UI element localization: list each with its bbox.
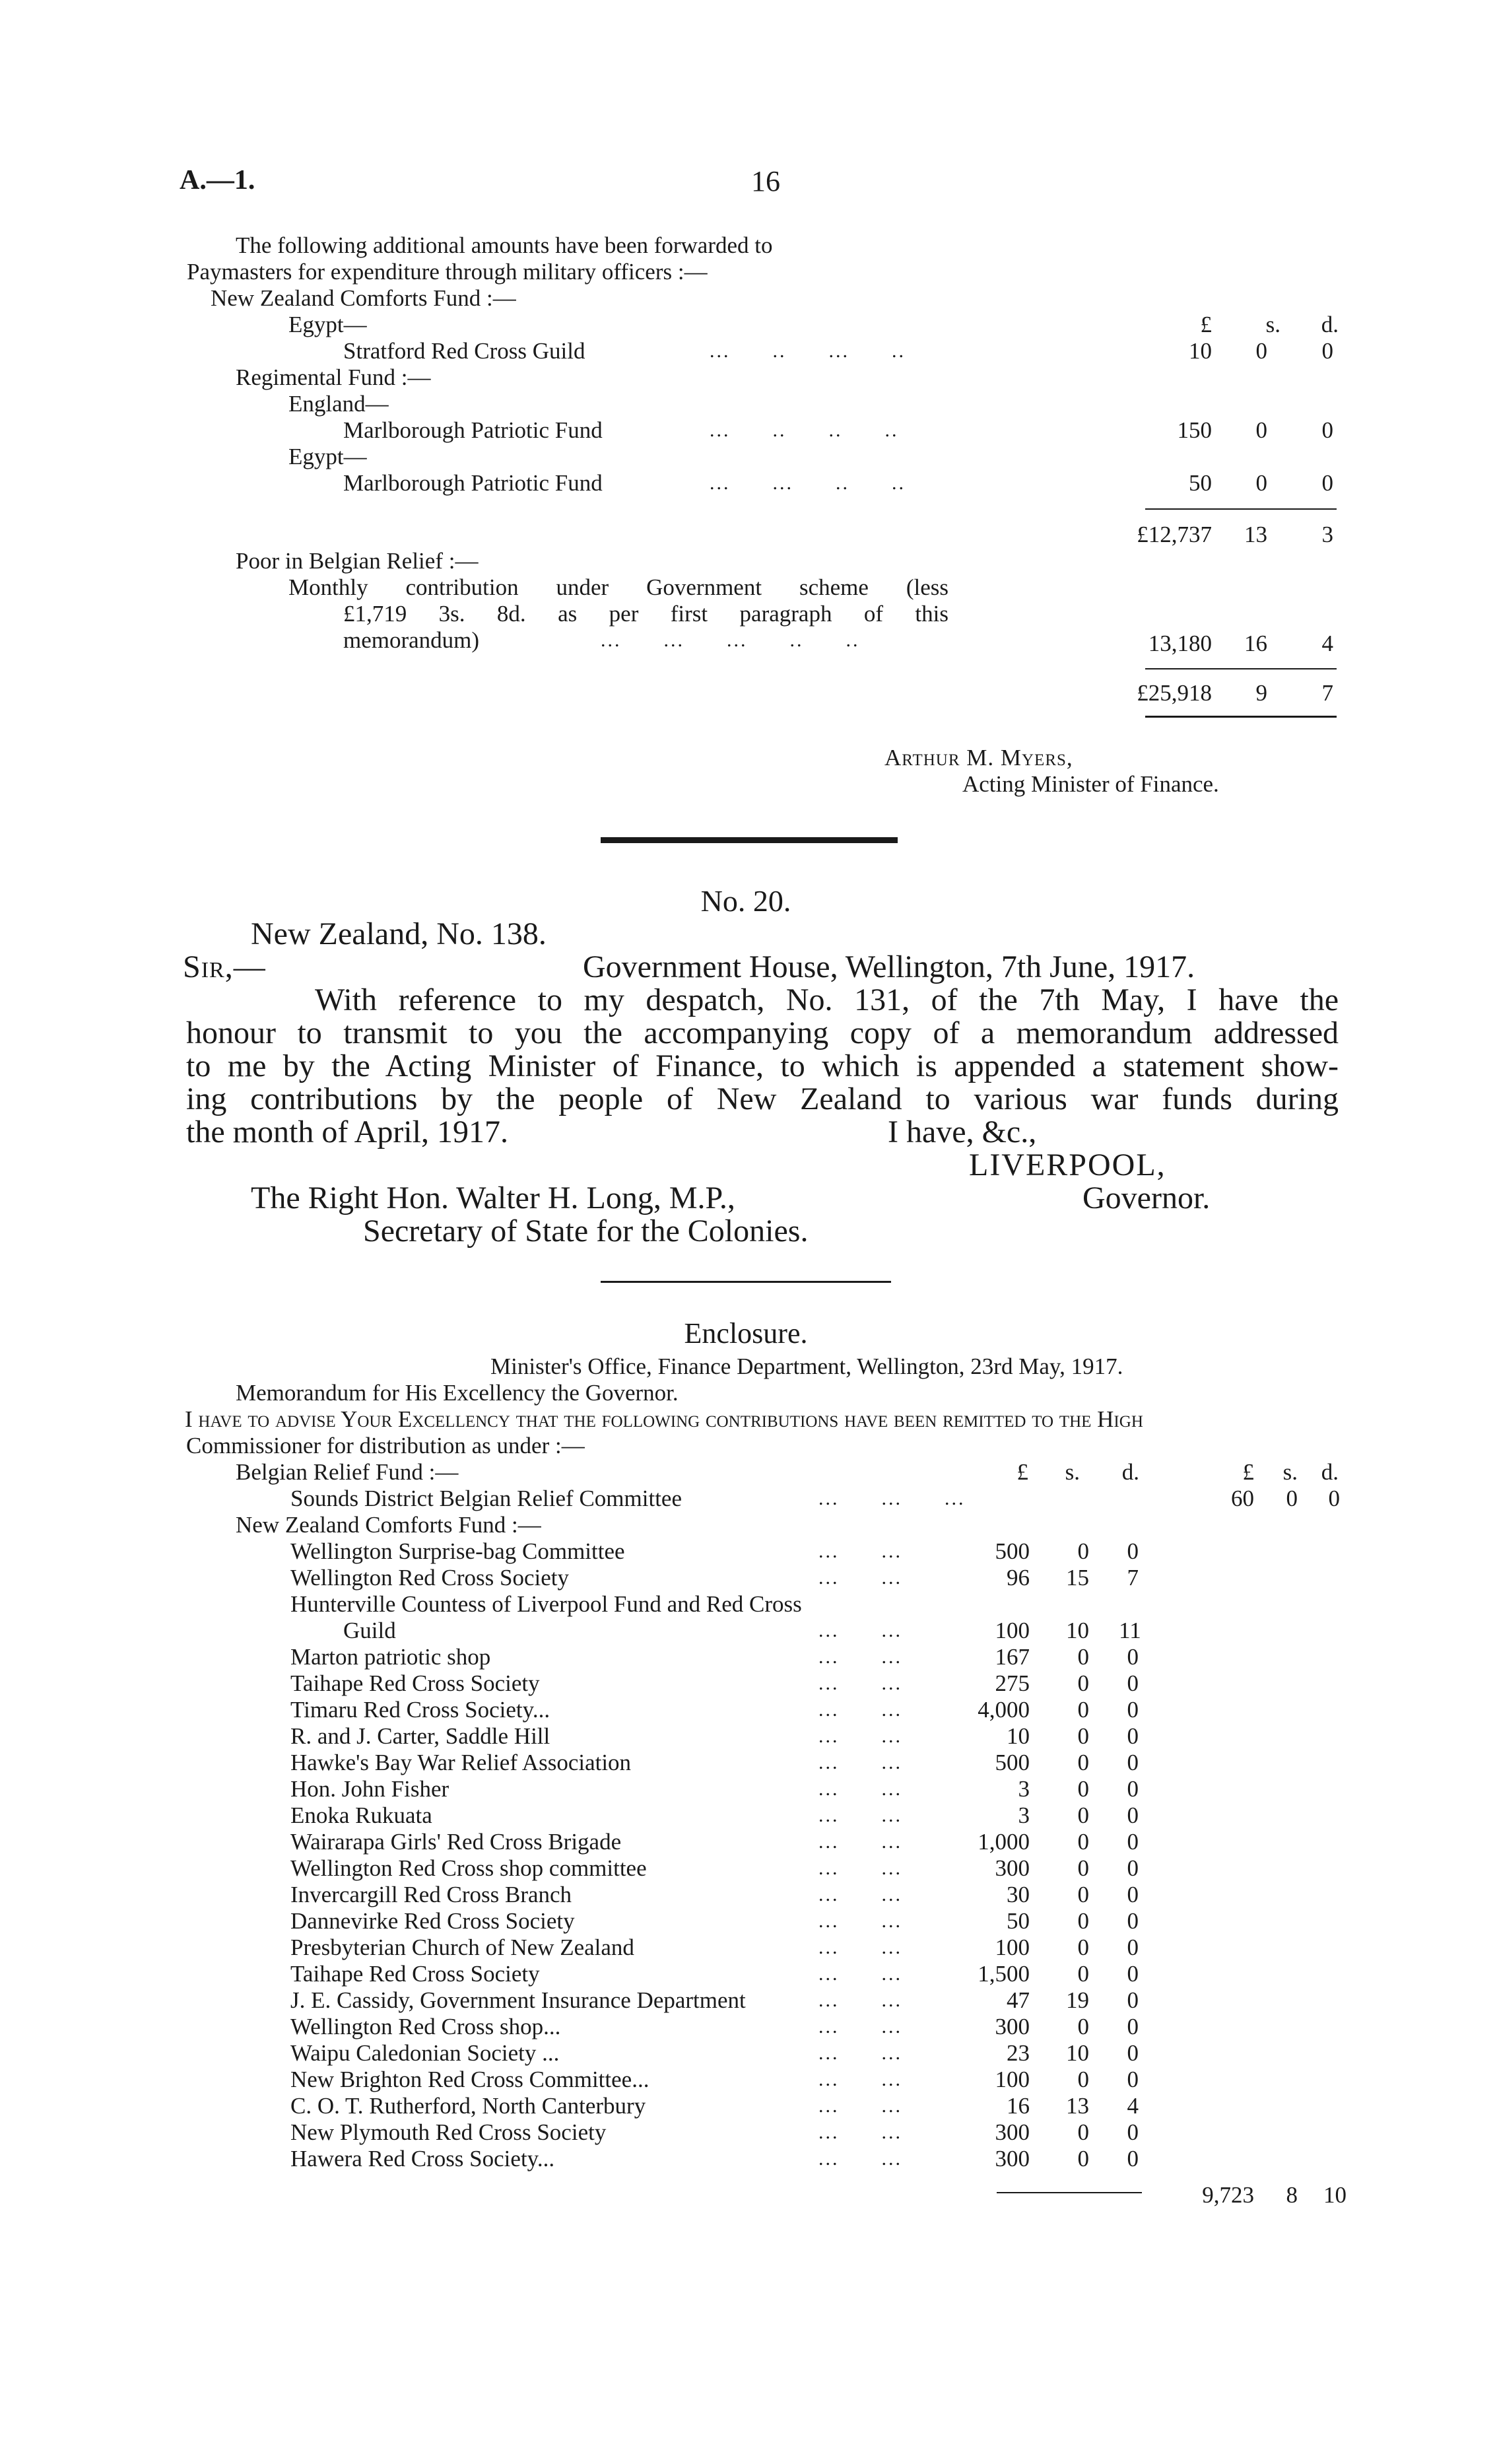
signature-title: Acting Minister of Finance.	[962, 771, 1219, 797]
leader-dots: ... ...	[818, 1567, 902, 1589]
intro-line: Paymasters for expenditure through military officers :—	[187, 259, 708, 285]
body-line: honour to transmit to you the accompanying copy of a memorandum addressed	[186, 1015, 1339, 1050]
contribution-label: Marton patriotic shop	[290, 1644, 491, 1670]
amount-pence: 0	[1127, 1882, 1139, 1907]
amount-shillings: 0	[1077, 1750, 1089, 1775]
body-line: the month of April, 1917.	[186, 1114, 508, 1149]
country-heading: Egypt—	[288, 312, 367, 337]
contribution-label: Guild	[343, 1618, 396, 1643]
enclosure-title: Enclosure.	[684, 1317, 808, 1350]
amount-pence: 11	[1119, 1618, 1141, 1643]
amount-pounds: 500	[995, 1538, 1030, 1564]
leader-dots: ... ...	[818, 1778, 902, 1800]
amount-pence: 0	[1321, 417, 1333, 443]
leader-dots: ... ...	[818, 2042, 902, 2064]
section-divider	[601, 837, 898, 843]
total-double-rule	[1145, 716, 1337, 718]
fund-heading: New Zealand Comforts Fund :—	[211, 285, 516, 311]
contribution-label: Wellington Surprise-bag Committee	[290, 1538, 625, 1564]
contribution-label: Dannevirke Red Cross Society	[290, 1908, 575, 1934]
leader-dots: ... .. ... ..	[710, 340, 906, 362]
leader-dots: ... ...	[818, 1831, 902, 1853]
amount-shillings: 0	[1255, 417, 1267, 443]
line-label: £1,719 3s. 8d. as per first paragraph of this	[343, 601, 948, 627]
amount-pounds: 100	[995, 2067, 1030, 2092]
contribution-label: Hunterville Countess of Liverpool Fund and Red Cross	[290, 1591, 802, 1617]
despatch-number: No. 20.	[700, 884, 791, 918]
amount-pence: 0	[1127, 2067, 1139, 2092]
leader-dots: ... ...	[818, 1936, 902, 1958]
comforts-total-pence: 10	[1323, 2182, 1347, 2208]
amount-pounds: 300	[995, 2119, 1030, 2145]
currency-pounds: £	[1200, 312, 1212, 337]
amount-pence: 0	[1127, 1723, 1139, 1749]
column-rule	[997, 2192, 1142, 2193]
line-label: Stratford Red Cross Guild	[343, 338, 585, 364]
contribution-label: C. O. T. Rutherford, North Canterbury	[290, 2093, 646, 2119]
contribution-label: Wellington Red Cross shop...	[290, 2014, 561, 2039]
line-label: Marlborough Patriotic Fund	[343, 470, 603, 496]
page-number: 16	[751, 165, 780, 197]
amount-pence: 0	[1127, 1670, 1139, 1696]
leader-dots: ... ... .. ..	[710, 472, 906, 494]
amount-shillings: 0	[1255, 338, 1267, 364]
intro-line: The following additional amounts have been forwarded to	[236, 232, 773, 258]
amount-shillings: 0	[1255, 470, 1267, 496]
amount-pence: 0	[1127, 1697, 1139, 1723]
leader-dots: ... ...	[818, 2095, 902, 2117]
total-pounds: 60	[1231, 1486, 1254, 1511]
intro-line: Commissioner for distribution as under :—	[186, 1433, 585, 1458]
amount-pence: 0	[1321, 338, 1333, 364]
amount-shillings: 0	[1077, 1644, 1089, 1670]
line-label: Monthly contribution under Government scheme (less	[288, 574, 948, 600]
fund-heading: New Zealand Comforts Fund :—	[236, 1512, 541, 1538]
amount-pounds: 30	[1007, 1882, 1030, 1907]
leader-dots: ... ...	[818, 2016, 902, 2037]
amount-shillings: 19	[1066, 1987, 1089, 2013]
amount-shillings: 0	[1077, 1908, 1089, 1934]
amount-shillings: 0	[1077, 2146, 1089, 2172]
currency-shillings: s.	[1282, 1459, 1298, 1485]
amount-pounds: 50	[1007, 1908, 1030, 1934]
amount-shillings: 0	[1077, 1802, 1089, 1828]
intro-line	[185, 1406, 1143, 1433]
memo-heading: Memorandum for His Excellency the Governor.	[236, 1380, 679, 1406]
leader-dots: ... ...	[818, 1699, 902, 1721]
body-line: With reference to my despatch, No. 131, of the 7th May, I have the	[315, 982, 1339, 1017]
currency-pounds: £	[1016, 1459, 1028, 1485]
amount-shillings: 0	[1077, 1538, 1089, 1564]
amount-shillings: 0	[1077, 2014, 1089, 2039]
amount-pence: 0	[1127, 1644, 1139, 1670]
leader-dots: ... .. .. ..	[710, 419, 899, 441]
contribution-label: New Plymouth Red Cross Society	[290, 2119, 607, 2145]
amount-shillings: 15	[1066, 1565, 1089, 1591]
amount-shillings: 0	[1077, 1934, 1089, 1960]
currency-shillings: s.	[1265, 312, 1281, 337]
leader-dots: ... ...	[818, 1620, 902, 1641]
amount-shillings: 0	[1077, 1829, 1089, 1855]
contribution-label: Invercargill Red Cross Branch	[290, 1882, 572, 1907]
total-shillings: 9	[1255, 680, 1267, 706]
amount-shillings: 0	[1077, 2067, 1089, 2092]
amount-pounds: 150	[1177, 417, 1212, 443]
body-line: to me by the Acting Minister of Finance, to which is appended a statement show-	[186, 1048, 1339, 1083]
despatch-origin: New Zealand, No. 138.	[251, 916, 547, 951]
currency-pence: d.	[1321, 312, 1339, 337]
amount-shillings: 0	[1077, 1723, 1089, 1749]
amount-pence: 0	[1127, 1829, 1139, 1855]
amount-pounds: 16	[1007, 2093, 1030, 2119]
leader-dots: ... ...	[818, 2069, 902, 2090]
amount-pence: 7	[1127, 1565, 1139, 1591]
amount-pounds: 500	[995, 1750, 1030, 1775]
fund-heading: Belgian Relief Fund :—	[236, 1459, 459, 1485]
contribution-label: Hawera Red Cross Society...	[290, 2146, 555, 2172]
amount-pence: 0	[1127, 2014, 1139, 2039]
amount-shillings: 0	[1077, 1670, 1089, 1696]
comforts-total-shillings: 8	[1286, 2182, 1298, 2208]
contribution-label: J. E. Cassidy, Government Insurance Department	[290, 1987, 746, 2013]
leader-dots: ... ...	[818, 1540, 902, 1562]
signatory: LIVERPOOL,	[969, 1147, 1166, 1182]
amount-pence: 0	[1127, 1961, 1139, 1987]
amount-pounds: 3	[1018, 1802, 1030, 1828]
amount-shillings: 0	[1077, 1697, 1089, 1723]
contribution-label: New Brighton Red Cross Committee...	[290, 2067, 649, 2092]
leader-dots: ... ... ...	[818, 1488, 966, 1509]
line-label: memorandum)	[343, 627, 480, 653]
comforts-total-pounds: 9,723	[1202, 2182, 1254, 2208]
amount-pounds: 300	[995, 1855, 1030, 1881]
contribution-label: R. and J. Carter, Saddle Hill	[290, 1723, 550, 1749]
amount-pence: 0	[1127, 2119, 1139, 2145]
currency-shillings: s.	[1065, 1459, 1080, 1485]
amount-pounds: 167	[995, 1644, 1030, 1670]
contribution-label: Wellington Red Cross shop committee	[290, 1855, 647, 1881]
amount-pence: 0	[1127, 1776, 1139, 1802]
amount-shillings: 0	[1077, 1961, 1089, 1987]
contribution-label: Wellington Red Cross Society	[290, 1565, 570, 1591]
contribution-label: Wairarapa Girls' Red Cross Brigade	[290, 1829, 622, 1855]
amount-shillings: 13	[1066, 2093, 1089, 2119]
amount-shillings: 0	[1077, 2119, 1089, 2145]
place-date: Government House, Wellington, 7th June, 1917.	[583, 949, 1195, 984]
total-shillings: 0	[1286, 1486, 1298, 1511]
leader-dots: ... ...	[818, 1910, 902, 1932]
subtotal-rule	[1145, 508, 1337, 510]
enclosure-dateline: Minister's Office, Finance Department, Wellington, 23rd May, 1917.	[490, 1353, 1123, 1379]
salutation: Sir,—	[183, 949, 266, 984]
currency-pence: d.	[1321, 1459, 1339, 1485]
subtotal-shillings: 13	[1244, 522, 1267, 547]
amount-pounds: 275	[995, 1670, 1030, 1696]
amount-shillings: 10	[1066, 1618, 1089, 1643]
amount-pence: 0	[1127, 2040, 1139, 2066]
total-rule	[1145, 668, 1337, 669]
amount-pounds: 4,000	[978, 1697, 1030, 1723]
fund-heading: Regimental Fund :—	[236, 364, 431, 390]
total-pence: 0	[1328, 1486, 1340, 1511]
section-divider	[601, 1281, 891, 1283]
contribution-label: Hawke's Bay War Relief Association	[290, 1750, 632, 1775]
amount-shillings: 16	[1244, 631, 1267, 656]
leader-dots: ... ...	[818, 2148, 902, 2170]
total-pounds: £25,918	[1137, 680, 1212, 706]
leader-dots: ... ...	[818, 1963, 902, 1985]
body-line: ing contributions by the people of New Zealand to various war funds during	[186, 1081, 1339, 1116]
amount-pounds: 47	[1007, 1987, 1030, 2013]
leader-dots: ... ...	[818, 2121, 902, 2143]
amount-pence: 0	[1127, 1855, 1139, 1881]
amount-pounds: 96	[1007, 1565, 1030, 1591]
amount-pounds: 10	[1007, 1723, 1030, 1749]
leader-dots: ... ...	[818, 1989, 902, 2011]
contribution-label: Hon. John Fisher	[290, 1776, 449, 1802]
amount-pence: 0	[1127, 1538, 1139, 1564]
currency-pence: d.	[1121, 1459, 1139, 1485]
document-reference: A.—1.	[180, 165, 255, 195]
amount-pence: 4	[1321, 631, 1333, 656]
country-heading: England—	[288, 391, 389, 417]
leader-dots: ... ...	[818, 1646, 902, 1668]
amount-pounds: 13,180	[1148, 631, 1212, 656]
amount-pence: 0	[1321, 470, 1333, 496]
line-label: Marlborough Patriotic Fund	[343, 417, 603, 443]
contribution-label: Presbyterian Church of New Zealand	[290, 1934, 634, 1960]
addressee: The Right Hon. Walter H. Long, M.P.,	[251, 1181, 735, 1215]
leader-dots: ... ... ... .. ..	[601, 629, 860, 651]
subtotal-pounds: £12,737	[1137, 522, 1212, 547]
total-pence: 7	[1321, 680, 1333, 706]
amount-pence: 4	[1127, 2093, 1139, 2119]
leader-dots: ... ...	[818, 1752, 902, 1773]
amount-pounds: 50	[1189, 470, 1212, 496]
contribution-label: Timaru Red Cross Society...	[290, 1697, 550, 1723]
country-heading: Egypt—	[288, 444, 367, 469]
amount-pence: 0	[1127, 1908, 1139, 1934]
contribution-label: Waipu Caledonian Society ...	[290, 2040, 560, 2066]
subtotal-pence: 3	[1321, 522, 1333, 547]
amount-pence: 0	[1127, 1802, 1139, 1828]
amount-shillings: 10	[1066, 2040, 1089, 2066]
currency-pounds: £	[1242, 1459, 1254, 1485]
amount-shillings: 0	[1077, 1855, 1089, 1881]
amount-pounds: 10	[1189, 338, 1212, 364]
amount-pounds: 1,500	[978, 1961, 1030, 1987]
contribution-label: Taihape Red Cross Society	[290, 1670, 540, 1696]
amount-shillings: 0	[1077, 1776, 1089, 1802]
leader-dots: ... ...	[818, 1884, 902, 1905]
closing: I have, &c.,	[888, 1114, 1037, 1149]
amount-pence: 0	[1127, 1750, 1139, 1775]
contribution-label: Enoka Rukuata	[290, 1802, 432, 1828]
intro-line-text: I have to advise Your Excellency that the following contributions have been remitted to the High	[185, 1406, 1143, 1432]
contribution-label: Taihape Red Cross Society	[290, 1961, 540, 1987]
signature-name: Arthur M. Myers,	[884, 745, 1073, 770]
amount-shillings: 0	[1077, 1882, 1089, 1907]
leader-dots: ... ...	[818, 1804, 902, 1826]
amount-pence: 0	[1127, 1934, 1139, 1960]
amount-pounds: 100	[995, 1934, 1030, 1960]
amount-pence: 0	[1127, 1987, 1139, 2013]
signatory-title: Governor.	[1082, 1181, 1211, 1215]
amount-pounds: 23	[1007, 2040, 1030, 2066]
leader-dots: ... ...	[818, 1672, 902, 1694]
amount-pounds: 300	[995, 2014, 1030, 2039]
contribution-label: Sounds District Belgian Relief Committee	[290, 1486, 682, 1511]
amount-pounds: 100	[995, 1618, 1030, 1643]
leader-dots: ... ...	[818, 1857, 902, 1879]
amount-pounds: 1,000	[978, 1829, 1030, 1855]
amount-pence: 0	[1127, 2146, 1139, 2172]
fund-heading: Poor in Belgian Relief :—	[236, 548, 479, 574]
amount-pounds: 3	[1018, 1776, 1030, 1802]
amount-pounds: 300	[995, 2146, 1030, 2172]
leader-dots: ... ...	[818, 1725, 902, 1747]
addressee-title: Secretary of State for the Colonies.	[363, 1214, 809, 1249]
